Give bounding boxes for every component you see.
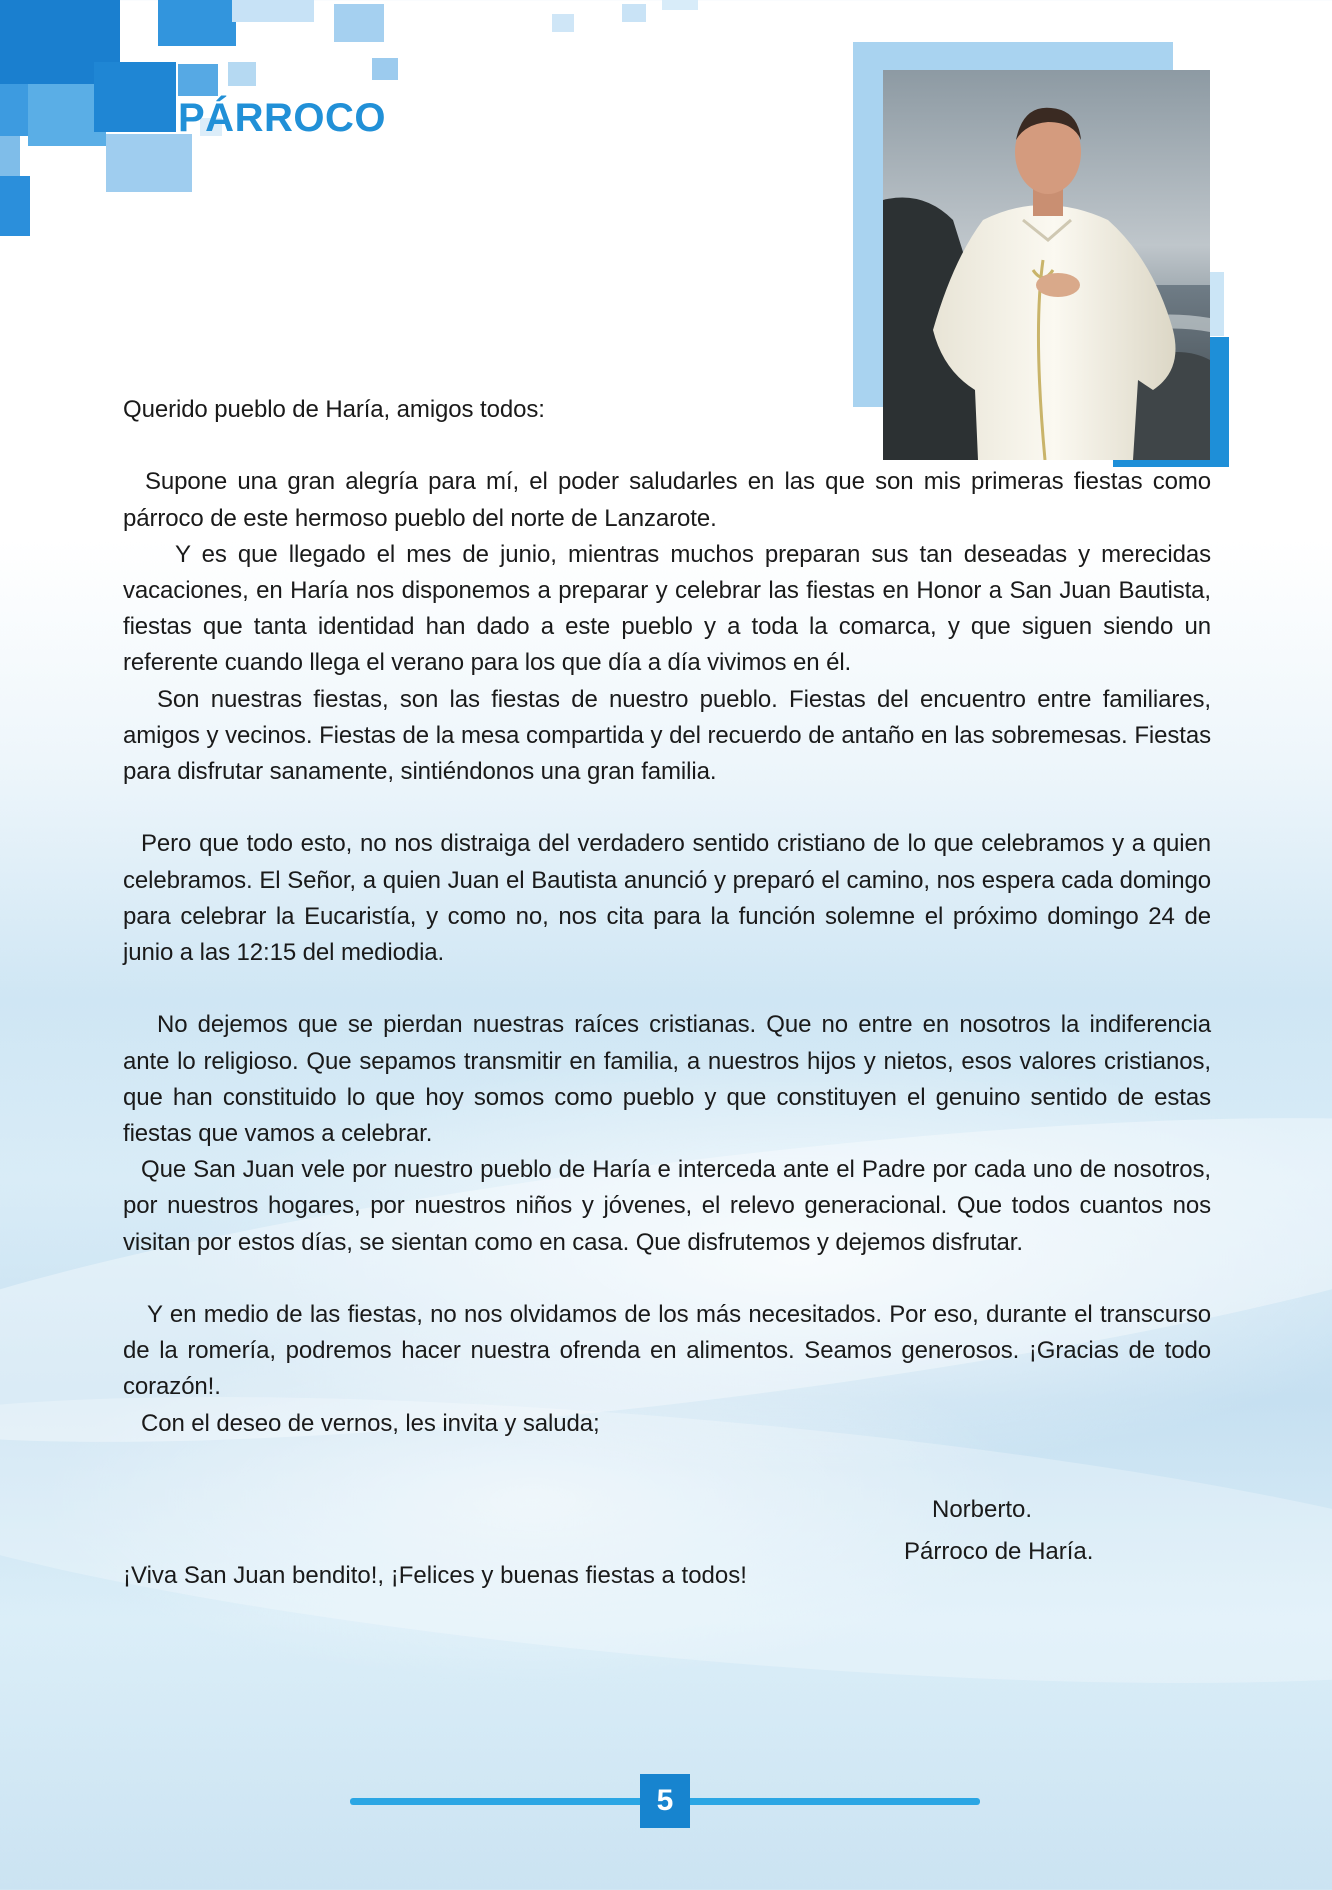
letter-greeting: Querido pueblo de Haría, amigos todos: (123, 396, 545, 423)
page-title: PÁRROCO (178, 96, 386, 140)
letter-paragraph: Que San Juan vele por nuestro pueblo de Haría e interceda ante el Padre por cada uno de nosotros, por nuestros hogares, por nuestros niños y jóvenes, el relevo generacional. Que todos cuantos nos visitan por estos días, se sientan como en casa. Que disfrutemos y dejemos disfrutar. (123, 1156, 1211, 1256)
closing-line: ¡Viva San Juan bendito!, ¡Felices y buenas fiestas a todos! (123, 1562, 747, 1589)
letter-paragraph: Son nuestras fiestas, son las fiestas de nuestro pueblo. Fiestas del encuentro entre familiares, amigos y vecinos. Fiestas de la mesa compartida y del recuerdo de antaño en las sobremesas. Fiestas para disfrutar sanamente, sintiéndonos una gran familia. (123, 685, 1211, 786)
letter-body (123, 392, 1211, 1442)
page-number: 5 (640, 1774, 690, 1828)
letter-paragraph: Y es que llegado el mes de junio, mientras muchos preparan sus tan deseadas y merecidas vacaciones, en Haría nos disponemos a preparar y celebrar las fiestas en Honor a San Juan Bautista, fiestas que tanta identidad han dado a este pueblo y a toda la comarca, y que siguen siendo un referente cuando llega el verano para los que día a día vivimos en él. (123, 540, 1211, 677)
letter-paragraph: Y en medio de las fiestas, no nos olvidamos de los más necesitados. Por eso, durante el transcurso de la romería, podremos hacer nuestra ofrenda en alimentos. Seamos generosos. ¡Gracias de todo corazón!. (123, 1301, 1211, 1401)
signature-role: Párroco de Haría. (904, 1538, 1094, 1565)
signature-name: Norberto. (932, 1496, 1033, 1523)
letter-paragraph: No dejemos que se pierdan nuestras raíces cristianas. Que no entre en nosotros la indiferencia ante lo religioso. Que sepamos transmitir en familia, a nuestros hijos y nietos, esos valores cristianos, que han constituido lo que hoy somos como pueblo y que constituyen el genuino sentido de estas fiestas que vamos a celebrar. (123, 1011, 1211, 1148)
letter-paragraph: Supone una gran alegría para mí, el poder saludarles en las que son mis primeras fiestas como párroco de este hermoso pueblo del norte de Lanzarote. (123, 468, 1211, 532)
letter-paragraph: Pero que todo esto, no nos distraiga del verdadero sentido cristiano de lo que celebramos y a quien celebramos. El Señor, a quien Juan el Bautista anunció y preparó el camino, nos espera cada domingo para celebrar la Eucaristía, y como no, nos cita para la función solemne el próximo domingo 24 de junio a las 12:15 del mediodia. (123, 830, 1211, 967)
letter-paragraph: Con el deseo de vernos, les invita y saluda; (141, 1409, 600, 1437)
